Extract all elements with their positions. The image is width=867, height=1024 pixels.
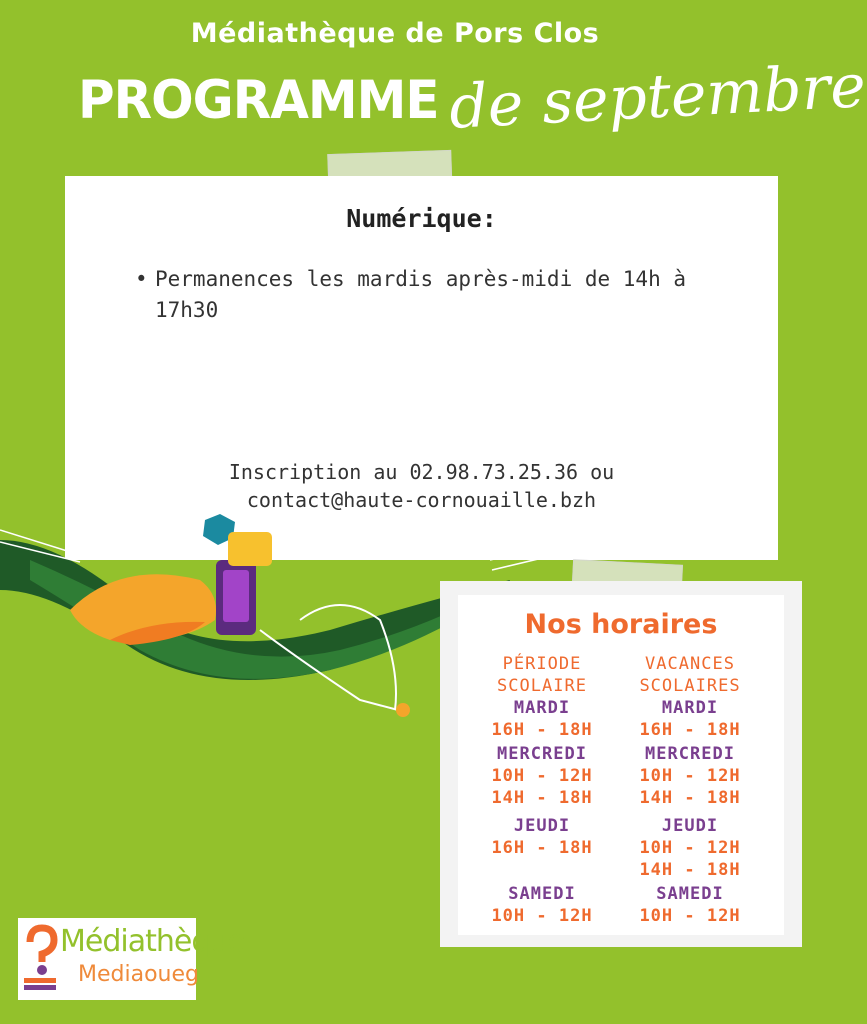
day-label: JEUDI — [513, 816, 571, 836]
numerique-list — [135, 264, 735, 326]
time-slot: 16H - 18H — [491, 720, 593, 740]
schedule-school-period — [472, 653, 612, 927]
period-label: SCOLAIRES — [639, 676, 741, 696]
day-label: MERCREDI — [645, 744, 735, 764]
contact-email: contact@haute-cornouaille.bzh — [246, 488, 597, 512]
day-label: MERCREDI — [497, 744, 587, 764]
contact-phone: Inscription au 02.98.73.25.36 ou — [228, 460, 615, 484]
time-slot: 14H - 18H — [639, 860, 741, 880]
time-slot: 10H - 12H — [491, 906, 593, 926]
period-label: VACANCES — [645, 654, 735, 674]
mediatheque-logo — [18, 918, 245, 1000]
period-label: PÉRIODE — [502, 654, 582, 674]
bullet-icon: • — [135, 267, 148, 291]
title-septembre: de septembre — [447, 51, 867, 143]
horaires-panel — [458, 595, 784, 935]
day-label: JEUDI — [661, 816, 719, 836]
day-label: MARDI — [513, 698, 571, 718]
day-label: SAMEDI — [656, 884, 724, 904]
logo-icon — [20, 924, 60, 994]
logo-text-fr: Médiathèque — [60, 924, 245, 959]
horaires-card — [440, 581, 802, 947]
header-subtitle: Médiathèque de Pors Clos — [190, 18, 600, 49]
time-slot: 14H - 18H — [491, 788, 593, 808]
time-slot: 16H - 18H — [491, 838, 593, 858]
time-slot: 14H - 18H — [639, 788, 741, 808]
horaires-title: Nos horaires — [524, 609, 718, 640]
list-item-text: Permanences les mardis après-midi de 14h à 17h30 — [155, 267, 687, 322]
time-slot: 10H - 12H — [491, 766, 593, 786]
day-label: MARDI — [661, 698, 719, 718]
time-slot: 10H - 12H — [639, 766, 741, 786]
schedule-holidays — [620, 653, 760, 927]
numerique-title: Numérique: — [346, 204, 497, 233]
logo-text-br: Mediaoueg — [78, 962, 199, 987]
list-item — [135, 264, 735, 326]
day-label: SAMEDI — [508, 884, 576, 904]
time-slot: 10H - 12H — [639, 906, 741, 926]
period-label: SCOLAIRE — [497, 676, 587, 696]
time-slot: 10H - 12H — [639, 838, 741, 858]
page-title — [78, 51, 867, 143]
time-slot: 16H - 18H — [639, 720, 741, 740]
title-programme: PROGRAMME — [78, 69, 439, 131]
